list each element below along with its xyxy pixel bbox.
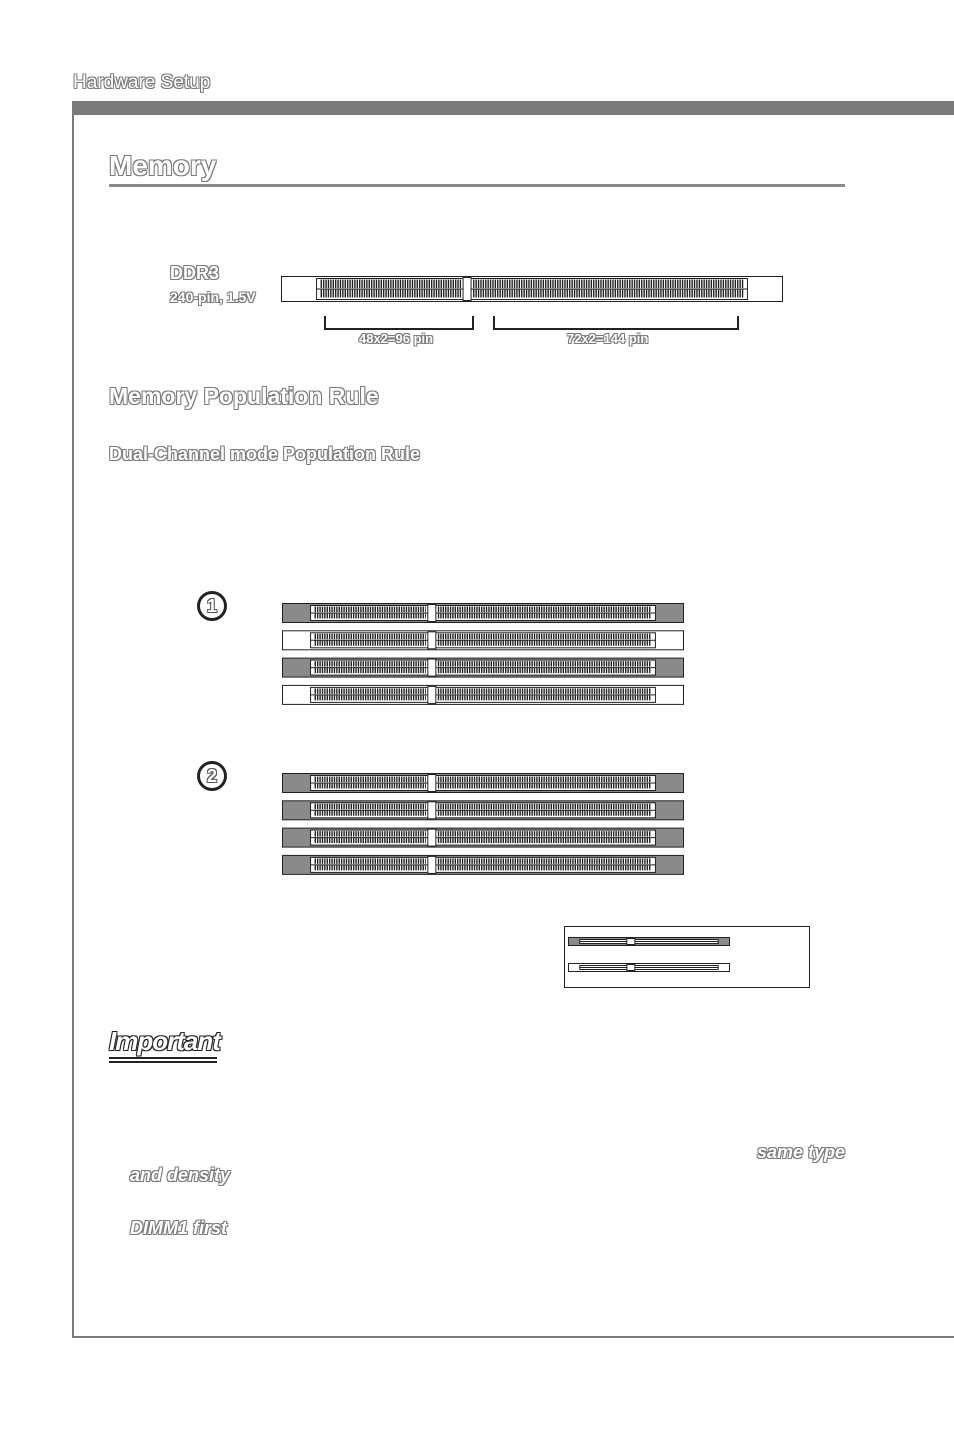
legend-installed-slot <box>569 938 730 946</box>
ddr-spec: 240-pin, 1.5V <box>170 289 256 305</box>
step-1-slots <box>282 603 684 705</box>
important-underline-2 <box>109 1061 217 1063</box>
dual-channel-subtitle: Dual-Channel mode Population Rule <box>109 444 421 464</box>
important-underline-1 <box>109 1057 217 1059</box>
emphasis-density: and density <box>130 1165 231 1185</box>
dimm-slot-2 <box>283 631 684 650</box>
step-2-slots <box>282 773 684 875</box>
ddr-slot-diagram <box>281 276 783 302</box>
ddr-label: DDR3 <box>170 263 220 283</box>
emphasis-same-type: same type <box>757 1142 846 1162</box>
legend-empty-slot <box>569 964 730 972</box>
dimm-slot-3 <box>283 828 684 847</box>
dimm-slot-1 <box>283 774 684 793</box>
section-underline <box>109 184 845 187</box>
ddr3-module <box>282 277 783 302</box>
important-title: Important <box>109 1026 220 1056</box>
left-pin-bracket <box>324 316 474 330</box>
dimm-slot-1 <box>283 604 684 623</box>
left-border <box>72 101 74 1338</box>
emphasis-dimm1-first: DIMM1 first <box>130 1218 228 1238</box>
right-pin-count: 72x2=144 pin <box>567 331 649 346</box>
dimm-slot-4 <box>283 855 684 874</box>
population-rule-title: Memory Population Rule <box>109 383 379 409</box>
header-bar <box>73 101 954 115</box>
left-pin-count: 48x2=96 pin <box>359 331 434 346</box>
right-pin-bracket <box>493 316 739 330</box>
slot-legend <box>564 926 810 988</box>
dimm-slot-2 <box>283 801 684 820</box>
bottom-border <box>72 1336 954 1338</box>
step-1-badge: 1 <box>197 591 227 621</box>
section-title: Memory <box>109 150 217 181</box>
dimm-slot-4 <box>283 685 684 704</box>
step-2-badge: 2 <box>197 761 227 791</box>
legend-slots <box>568 937 730 973</box>
page-header-title: Hardware Setup <box>73 72 211 93</box>
dimm-slot-3 <box>283 658 684 677</box>
